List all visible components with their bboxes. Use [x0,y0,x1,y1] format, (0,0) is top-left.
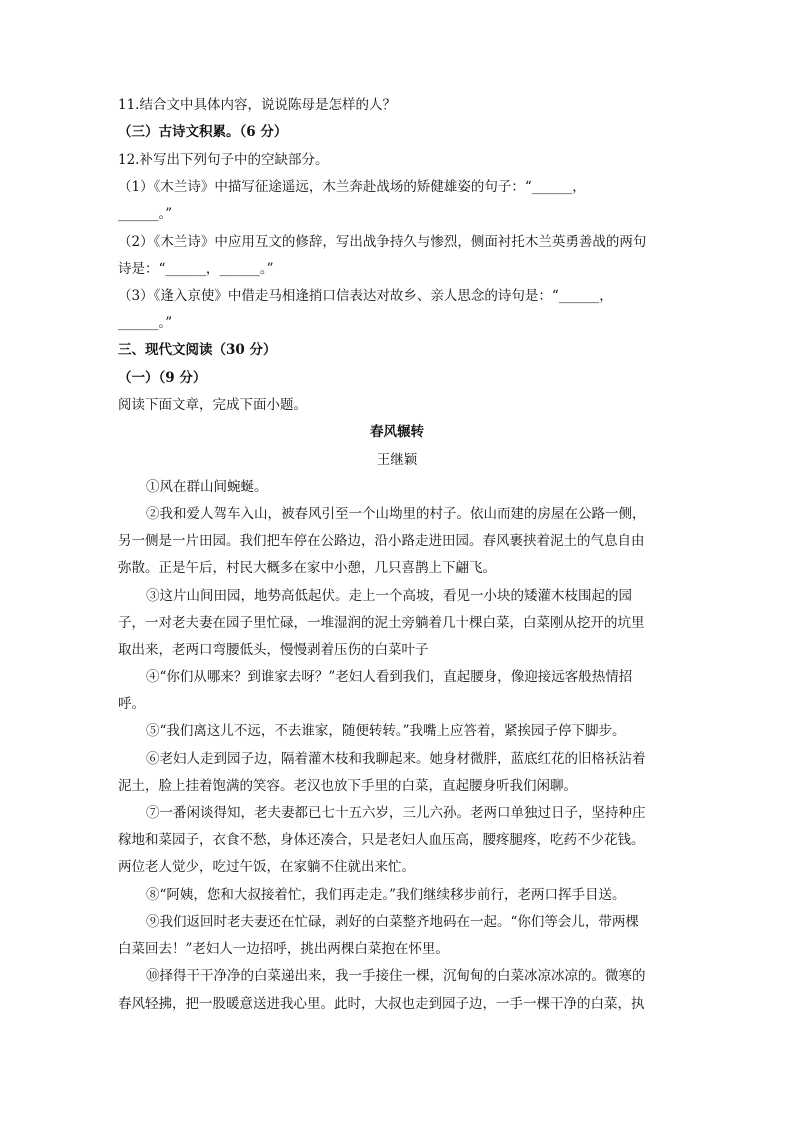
reading-instruction: 阅读下面文章，完成下面小题。 [118,397,307,413]
paragraph-line: 取出来，老两口弯腰低头，慢慢剥着压伤的白菜叶子 [118,642,429,658]
question-12-item-1: （1）《木兰诗》中描写征途遥远，木兰奔赴战场的矫健雄姿的句子：“______， [118,179,586,195]
article-title: 春风辗转 [370,424,424,440]
paragraph-line: ⑧“阿姨，您和大叔接着忙，我们再走走。”我们继续移步前行，老两口挥手目送。 [146,887,626,903]
paragraph-line: ②我和爱人驾车入山，被春风引至一个山坳里的村子。依山而建的房屋在公路一侧， [146,506,646,522]
question-12-item-2-cont: 诗是：“______，______。” [118,261,274,277]
paragraph-line: 子，一对老夫妻在园子里忙碌，一堆湿润的泥土旁躺着几十棵白菜，白菜刚从挖开的坑里 [118,615,645,631]
section-heading-modern-reading: 三、现代文阅读（30 分） [118,342,277,358]
question-12: 12.补写出下列句子中的空缺部分。 [118,152,329,168]
paragraph-line: ④“你们从哪来？到谁家去呀？”老妇人看到我们，直起腰身，像迎接远客般热情招 [146,669,633,685]
paragraph-line: 弥散。正是午后，村民大概多在家中小憩，几只喜鹊上下翩飞。 [118,560,496,576]
paragraph-line: 呼。 [118,696,145,712]
question-12-item-3-cont: ______。” [118,315,173,331]
question-11: 11.结合文中具体内容，说说陈母是怎样的人？ [118,97,396,113]
paragraph-line: ⑤“我们离这儿不远，不去谁家，随便转转。”我嘴上应答着，紧挨园子停下脚步。 [146,723,626,739]
paragraph-line: 春风轻拂，把一股暖意送进我心里。此时，大叔也走到园子边，一手一棵干净的白菜，执 [118,996,645,1012]
question-12-item-1-cont: ______。” [118,206,173,222]
paragraph-line: ⑨我们返回时老夫妻还在忙碌，剥好的白菜整齐地码在一起。“你们等会儿，带两棵 [146,914,639,930]
paragraph-line: 泥土，脸上挂着饱满的笑容。老汉也放下手里的白菜，直起腰身听我们闲聊。 [118,778,577,794]
paragraph-line: 白菜回去！”老妇人一边招呼，挑出两棵白菜抱在怀里。 [118,941,449,957]
section-heading-ancient-poetry: （三）古诗文积累。（6 分） [118,124,288,140]
paragraph-line: ⑦一番闲谈得知，老夫妻都已七十五六岁，三儿六孙。老两口单独过日子，坚持种庄 [146,805,646,821]
paragraph-line: 稼地和菜园子，衣食不愁，身体还凑合，只是老妇人血压高，腰疼腿疼，吃药不少花钱。 [118,832,645,848]
paragraph-line: 两位老人觉少，吃过午饭，在家躺不住就出来忙。 [118,859,415,875]
paragraph-line: ③这片山间田园，地势高低起伏。走上一个高坡，看见一小块的矮灌木枝围起的园 [146,588,632,604]
article-author: 王继颖 [376,452,418,468]
paragraph-line: ⑩择得干干净净的白菜递出来，我一手接住一棵，沉甸甸的白菜冰凉冰凉的。微寒的 [146,968,646,984]
paragraph-line: 另一侧是一片田园。我们把车停在公路边，沿小路走进田园。春风裹挟着泥土的气息自由 [118,533,645,549]
question-12-item-2: （2）《木兰诗》中应用互文的修辞，写出战争持久与惨烈，侧面衬托木兰英勇善战的两句 [118,234,647,250]
paragraph-line: ⑥老妇人走到园子边，隔着灌木枝和我聊起来。她身材微胖，蓝底红花的旧格袄沾着 [146,751,646,767]
question-12-item-3: （3）《逢入京使》中借走马相逢捎口信表达对故乡、亲人思念的诗句是：“______， [118,288,613,304]
paragraph-line: ①风在群山间蜿蜒。 [146,479,268,495]
subsection-heading: （一）（9 分） [118,370,207,386]
